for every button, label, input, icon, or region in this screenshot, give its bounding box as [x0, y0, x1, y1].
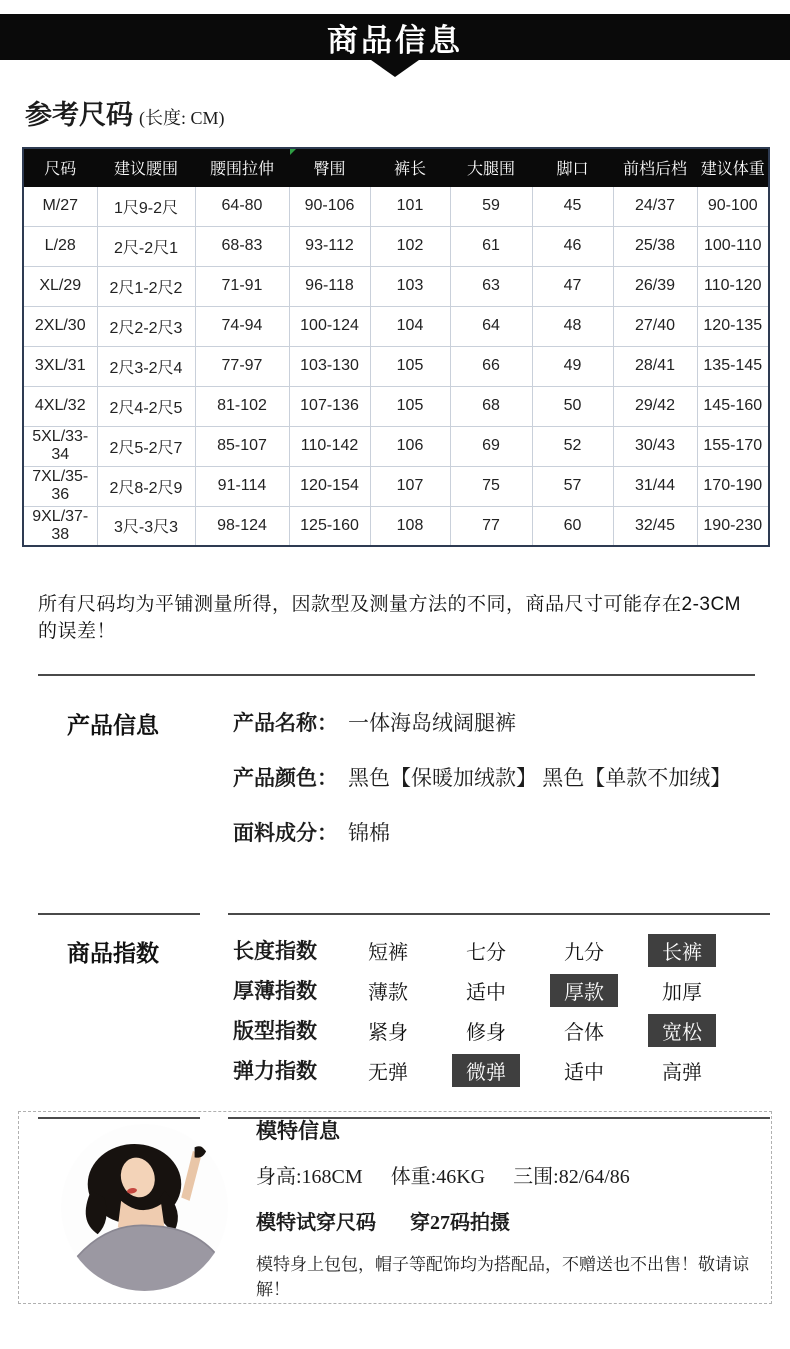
column-header: 腰围拉伸 [195, 148, 289, 186]
index-row [233, 1055, 731, 1085]
size-disclaimer: 所有尺码均为平铺测量所得，因款型及测量方法的不同，商品尺寸可能存在2-3CM的误差！ [38, 594, 742, 642]
model-stat: 体重:46KG [390, 1166, 486, 1188]
table-header-row [23, 148, 769, 186]
table-cell: 27/40 [613, 306, 697, 346]
product-info-rows [233, 707, 731, 872]
table-cell: 135-145 [697, 346, 769, 386]
model-info-text [256, 1115, 771, 1300]
index-option-cell [437, 1014, 535, 1047]
table-cell: 2XL/30 [23, 306, 97, 346]
table-cell: 101 [370, 186, 450, 226]
model-note: 模特身上包包，帽子等配饰均为搭配品，不赠送也不出售！敬请谅解！ [256, 1255, 749, 1299]
table-row [23, 506, 769, 546]
table-cell: 71-91 [195, 266, 289, 306]
table-cell: 90-100 [697, 186, 769, 226]
table-cell: 2尺4-2尺5 [97, 386, 195, 426]
product-info-section [0, 676, 790, 872]
table-cell: 102 [370, 226, 450, 266]
table-cell: 64-80 [195, 186, 289, 226]
index-option-cell [339, 1014, 437, 1047]
column-header: 臀围 [289, 148, 370, 186]
section-divider-split [38, 913, 776, 915]
table-cell: 30/43 [613, 426, 697, 466]
table-cell: 7XL/35-36 [23, 466, 97, 506]
index-option-cell [633, 934, 731, 967]
table-cell: 2尺5-2尺7 [97, 426, 195, 466]
table-cell: 63 [450, 266, 532, 306]
table-cell: 24/37 [613, 186, 697, 226]
table-cell: 32/45 [613, 506, 697, 546]
table-cell: 100-110 [697, 226, 769, 266]
column-header: 前档后档 [613, 148, 697, 186]
index-option-cell [535, 1054, 633, 1087]
model-fit-part: 模特试穿尺码 [256, 1212, 376, 1234]
table-cell: 93-112 [289, 226, 370, 266]
header-banner [0, 14, 790, 60]
index-option-cell [437, 934, 535, 967]
index-option: 薄款 [368, 981, 408, 1004]
table-cell: 60 [532, 506, 613, 546]
table-cell: 2尺8-2尺9 [97, 466, 195, 506]
table-cell: 28/41 [613, 346, 697, 386]
model-photo-illustration [61, 1124, 228, 1291]
index-option: 适中 [466, 981, 506, 1004]
product-info-row [233, 762, 731, 792]
size-chart-heading [25, 93, 790, 132]
index-option: 七分 [466, 941, 506, 964]
table-cell: 5XL/33-34 [23, 426, 97, 466]
product-index-section [0, 915, 790, 1095]
index-label: 弹力指数 [233, 1059, 317, 1083]
index-option: 加厚 [662, 981, 702, 1004]
index-option-selected: 微弹 [452, 1054, 520, 1087]
index-option: 短裤 [368, 941, 408, 964]
table-cell: 9XL/37-38 [23, 506, 97, 546]
table-cell: 1尺9-2尺 [97, 186, 195, 226]
index-option-cell [339, 934, 437, 967]
index-option-cell [437, 974, 535, 1007]
table-cell: 25/38 [613, 226, 697, 266]
table-row [23, 186, 769, 226]
size-table [22, 147, 770, 547]
table-row [23, 346, 769, 386]
model-fit-part: 穿27码拍摄 [410, 1212, 510, 1234]
table-cell: 105 [370, 386, 450, 426]
table-cell: 170-190 [697, 466, 769, 506]
table-cell: 3XL/31 [23, 346, 97, 386]
table-cell: 68-83 [195, 226, 289, 266]
table-cell: 46 [532, 226, 613, 266]
table-cell: 125-160 [289, 506, 370, 546]
table-cell: 31/44 [613, 466, 697, 506]
model-stat: 三围:82/64/86 [513, 1166, 630, 1188]
index-option-cell [339, 1054, 437, 1087]
column-header: 尺码 [23, 148, 97, 186]
table-cell: 50 [532, 386, 613, 426]
table-cell: 145-160 [697, 386, 769, 426]
index-row [233, 975, 731, 1005]
table-cell: 77-97 [195, 346, 289, 386]
table-cell: 75 [450, 466, 532, 506]
table-cell: 155-170 [697, 426, 769, 466]
table-cell: 104 [370, 306, 450, 346]
table-cell: 66 [450, 346, 532, 386]
size-chart-unit-note: (长度: CM) [139, 108, 225, 128]
table-cell: 49 [532, 346, 613, 386]
table-cell: 48 [532, 306, 613, 346]
product-info-label: 面料成分： [233, 821, 338, 845]
table-cell: 74-94 [195, 306, 289, 346]
index-option-cell [437, 1054, 535, 1087]
table-cell: 2尺3-2尺4 [97, 346, 195, 386]
table-row [23, 466, 769, 506]
table-cell: 85-107 [195, 426, 289, 466]
table-cell: 45 [532, 186, 613, 226]
index-option: 紧身 [368, 1021, 408, 1044]
index-option-cell [633, 1054, 731, 1087]
table-cell: 4XL/32 [23, 386, 97, 426]
table-cell: 105 [370, 346, 450, 386]
table-cell: 103 [370, 266, 450, 306]
index-option-selected: 长裤 [648, 934, 716, 967]
table-cell: 61 [450, 226, 532, 266]
table-cell: 2尺2-2尺3 [97, 306, 195, 346]
model-stat: 身高:168CM [256, 1166, 363, 1188]
table-cell: 106 [370, 426, 450, 466]
index-option: 高弹 [662, 1061, 702, 1084]
banner-bar [0, 14, 790, 60]
product-index-title: 商品指数 [67, 941, 159, 966]
table-cell: 96-118 [289, 266, 370, 306]
column-header: 建议体重 [697, 148, 769, 186]
product-info-value: 黑色【保暖加绒款】 黑色【单款不加绒】 [348, 766, 732, 790]
table-cell: 68 [450, 386, 532, 426]
index-option: 九分 [564, 941, 604, 964]
table-cell: 120-135 [697, 306, 769, 346]
column-header: 建议腰围 [97, 148, 195, 186]
table-cell: 98-124 [195, 506, 289, 546]
product-info-label: 产品名称： [233, 711, 338, 735]
index-option-cell [535, 974, 633, 1007]
table-cell: 2尺1-2尺2 [97, 266, 195, 306]
divider-segment-right [228, 913, 770, 915]
table-cell: 29/42 [613, 386, 697, 426]
table-row [23, 306, 769, 346]
banner-arrow-down-icon [371, 60, 419, 77]
index-option: 适中 [564, 1061, 604, 1084]
table-cell: 120-154 [289, 466, 370, 506]
table-cell: L/28 [23, 226, 97, 266]
model-stats [256, 1160, 771, 1189]
table-cell: 103-130 [289, 346, 370, 386]
index-option-cell [535, 1014, 633, 1047]
table-row [23, 426, 769, 466]
table-cell: 110-142 [289, 426, 370, 466]
table-cell: 47 [532, 266, 613, 306]
table-cell: 81-102 [195, 386, 289, 426]
table-cell: 108 [370, 506, 450, 546]
column-header: 大腿围 [450, 148, 532, 186]
product-info-label: 产品颜色： [233, 766, 338, 790]
table-cell: 3尺-3尺3 [97, 506, 195, 546]
product-info-value: 一体海岛绒阔腿裤 [348, 711, 516, 735]
index-option: 修身 [466, 1021, 506, 1044]
table-cell: 59 [450, 186, 532, 226]
page-title: 商品信息 [327, 22, 463, 58]
index-option-cell [535, 934, 633, 967]
table-cell: 110-120 [697, 266, 769, 306]
table-cell: 26/39 [613, 266, 697, 306]
table-cell: 69 [450, 426, 532, 466]
divider-segment-left [38, 913, 200, 915]
cell-flag-triangle-icon [290, 149, 296, 155]
index-label: 版型指数 [233, 1019, 317, 1043]
index-option-cell [633, 974, 731, 1007]
index-option-cell [633, 1014, 731, 1047]
product-info-value: 锦棉 [348, 821, 390, 845]
index-option-selected: 宽松 [648, 1014, 716, 1047]
product-info-row [233, 707, 731, 737]
table-cell: 107 [370, 466, 450, 506]
product-info-title: 产品信息 [67, 713, 159, 738]
table-cell: M/27 [23, 186, 97, 226]
product-info-row [233, 817, 731, 847]
model-photo [61, 1124, 228, 1291]
index-option-selected: 厚款 [550, 974, 618, 1007]
index-row [233, 1015, 731, 1045]
table-row [23, 266, 769, 306]
index-row [233, 935, 731, 965]
table-cell: 100-124 [289, 306, 370, 346]
table-cell: 190-230 [697, 506, 769, 546]
table-cell: 91-114 [195, 466, 289, 506]
index-rows [233, 935, 731, 1095]
index-label: 厚薄指数 [233, 979, 317, 1003]
index-option: 合体 [564, 1021, 604, 1044]
size-chart-title: 参考尺码 [25, 100, 133, 130]
column-header: 脚口 [532, 148, 613, 186]
column-header: 裤长 [370, 148, 450, 186]
table-cell: 52 [532, 426, 613, 466]
table-cell: 64 [450, 306, 532, 346]
table-cell: 2尺-2尺1 [97, 226, 195, 266]
table-cell: 90-106 [289, 186, 370, 226]
table-cell: 57 [532, 466, 613, 506]
model-fit-line [256, 1206, 771, 1235]
table-row [23, 226, 769, 266]
model-info-title: 模特信息 [256, 1119, 340, 1143]
table-cell: 107-136 [289, 386, 370, 426]
index-label: 长度指数 [233, 939, 317, 963]
table-cell: 77 [450, 506, 532, 546]
table-cell: XL/29 [23, 266, 97, 306]
index-option-cell [339, 974, 437, 1007]
model-info-box [18, 1111, 772, 1304]
table-row [23, 386, 769, 426]
index-option: 无弹 [368, 1061, 408, 1084]
